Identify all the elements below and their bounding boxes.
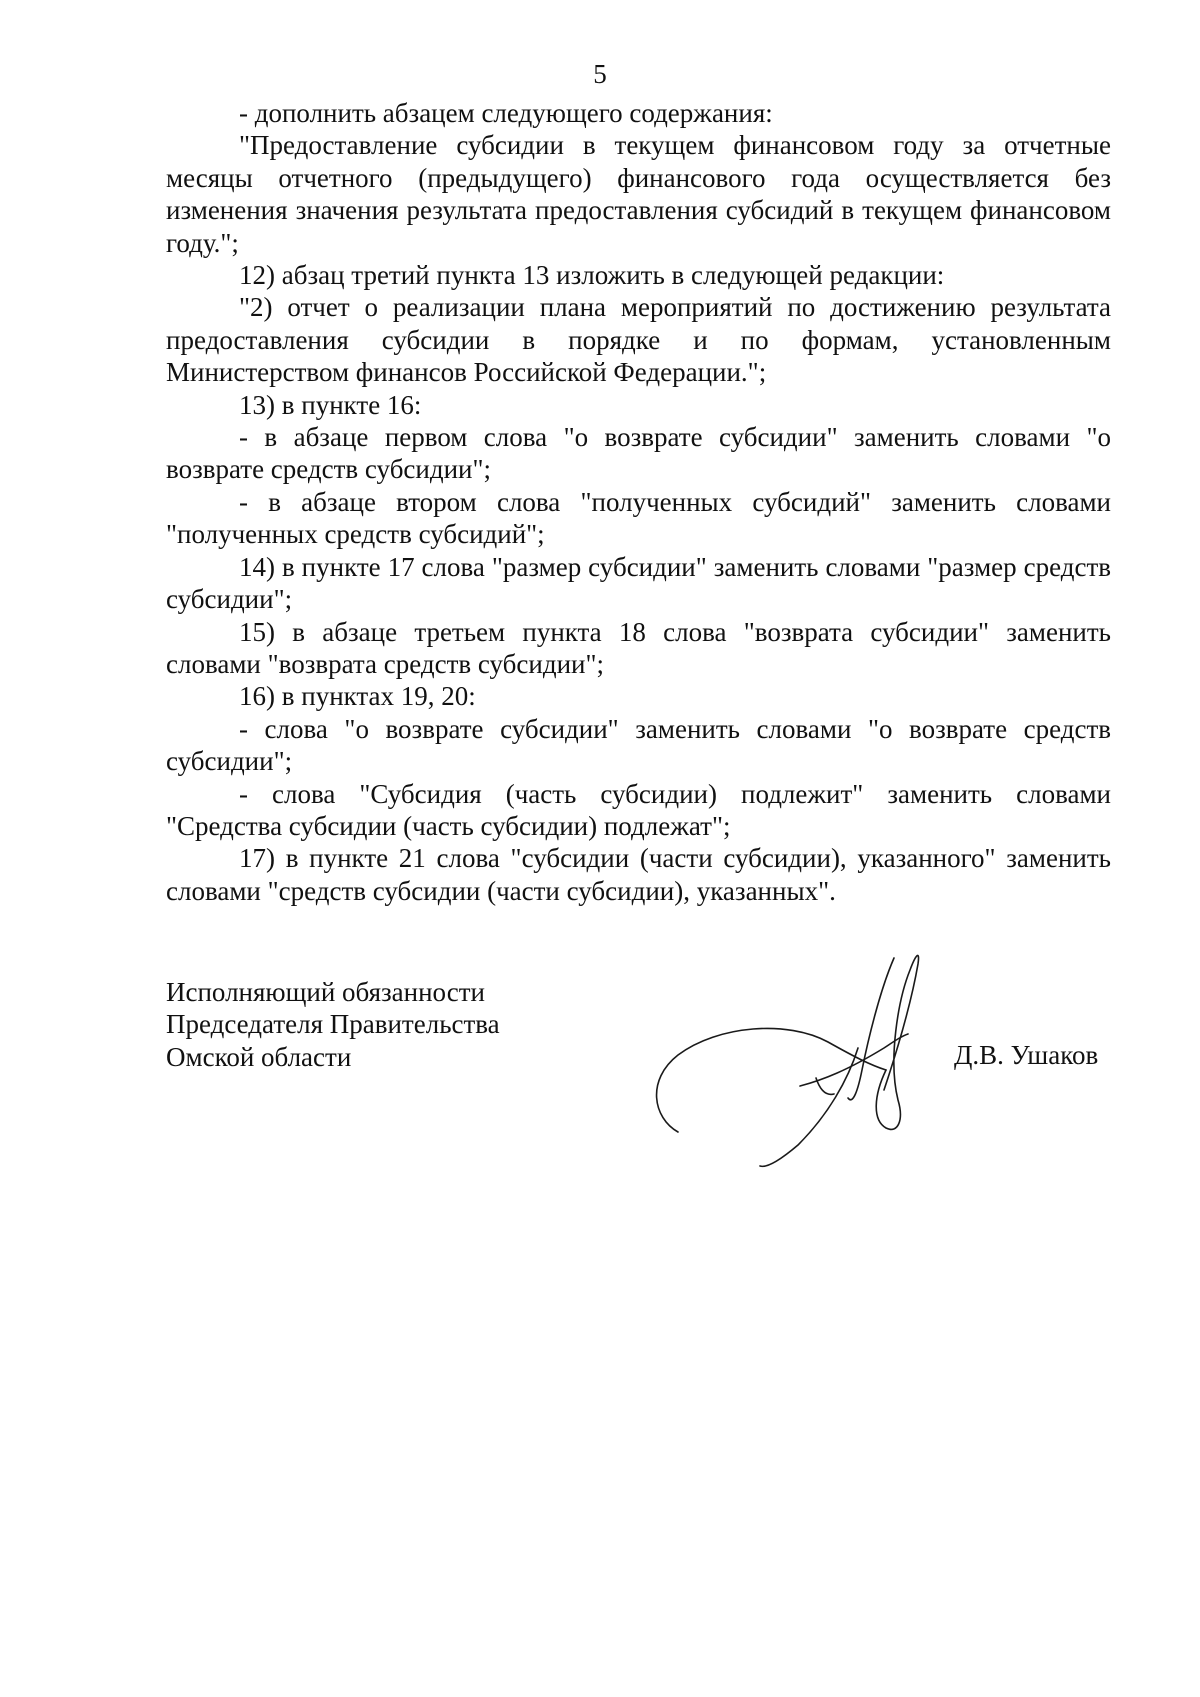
document-body: [166, 97, 1111, 907]
paragraph-item-17: 17) в пункте 21 слова "субсидии (части субсидии), указанного" заменить словами "средств субсидии (части субсидии), указанных".: [166, 843, 1111, 906]
paragraph-item-14: 14) в пункте 17 слова "размер субсидии" заменить словами "размер средств субсидии";: [166, 551, 1111, 615]
paragraph-item-13-second-clause: - в абзаце втором слова "полученных субсидий" заменить словами "полученных средств субсидий";: [166, 486, 1111, 550]
paragraph-add-clause: - дополнить абзацем следующего содержания:: [239, 98, 773, 128]
handwritten-signature: [648, 930, 948, 1180]
signatory-title-line: Исполняющий обязанности: [166, 977, 485, 1007]
paragraph-item-16: 16) в пунктах 19, 20:: [239, 681, 476, 712]
signatory-title-line: Омской области: [166, 1041, 352, 1072]
paragraph-item-13: 13) в пункте 16:: [239, 389, 422, 420]
signatory-title: [166, 976, 500, 1073]
paragraph-subsidy-provision-quote: "Предоставление субсидии в текущем финансовом году за отчетные месяцы отчетного (предыдущего) финансового года осуществляется без изменения значения результата предоставления субсидий в текущем финансовом году.";: [166, 130, 1111, 258]
paragraph-report-quote: "2) отчет о реализации плана мероприятий по достижению результата предоставления субсидии в порядке и по формам, установленным Министерством финансов Российской Федерации.";: [166, 292, 1111, 388]
paragraph-item-15: 15) в абзаце третьем пункта 18 слова "возврата субсидии" заменить словами "возврата средств субсидии";: [166, 616, 1111, 679]
paragraph-item-16-second-change: - слова "Субсидия (часть субсидии) подлежит" заменить словами "Средства субсидии (часть субсидии) подлежат";: [166, 778, 1111, 841]
signatory-title-line: Председателя Правительства: [166, 1009, 500, 1040]
paragraph-item-13-first-clause: - в абзаце первом слова "о возврате субсидии" заменить словами "о возврате средств субсидии";: [166, 422, 1111, 485]
paragraph-item-16-first-change: - слова "о возврате субсидии" заменить словами "о возврате средств субсидии";: [166, 713, 1111, 777]
page-number: 5: [593, 59, 607, 89]
paragraph-item-12: 12) абзац третий пункта 13 изложить в следующей редакции:: [239, 260, 945, 291]
signatory-name: Д.В. Ушаков: [954, 1040, 1099, 1070]
